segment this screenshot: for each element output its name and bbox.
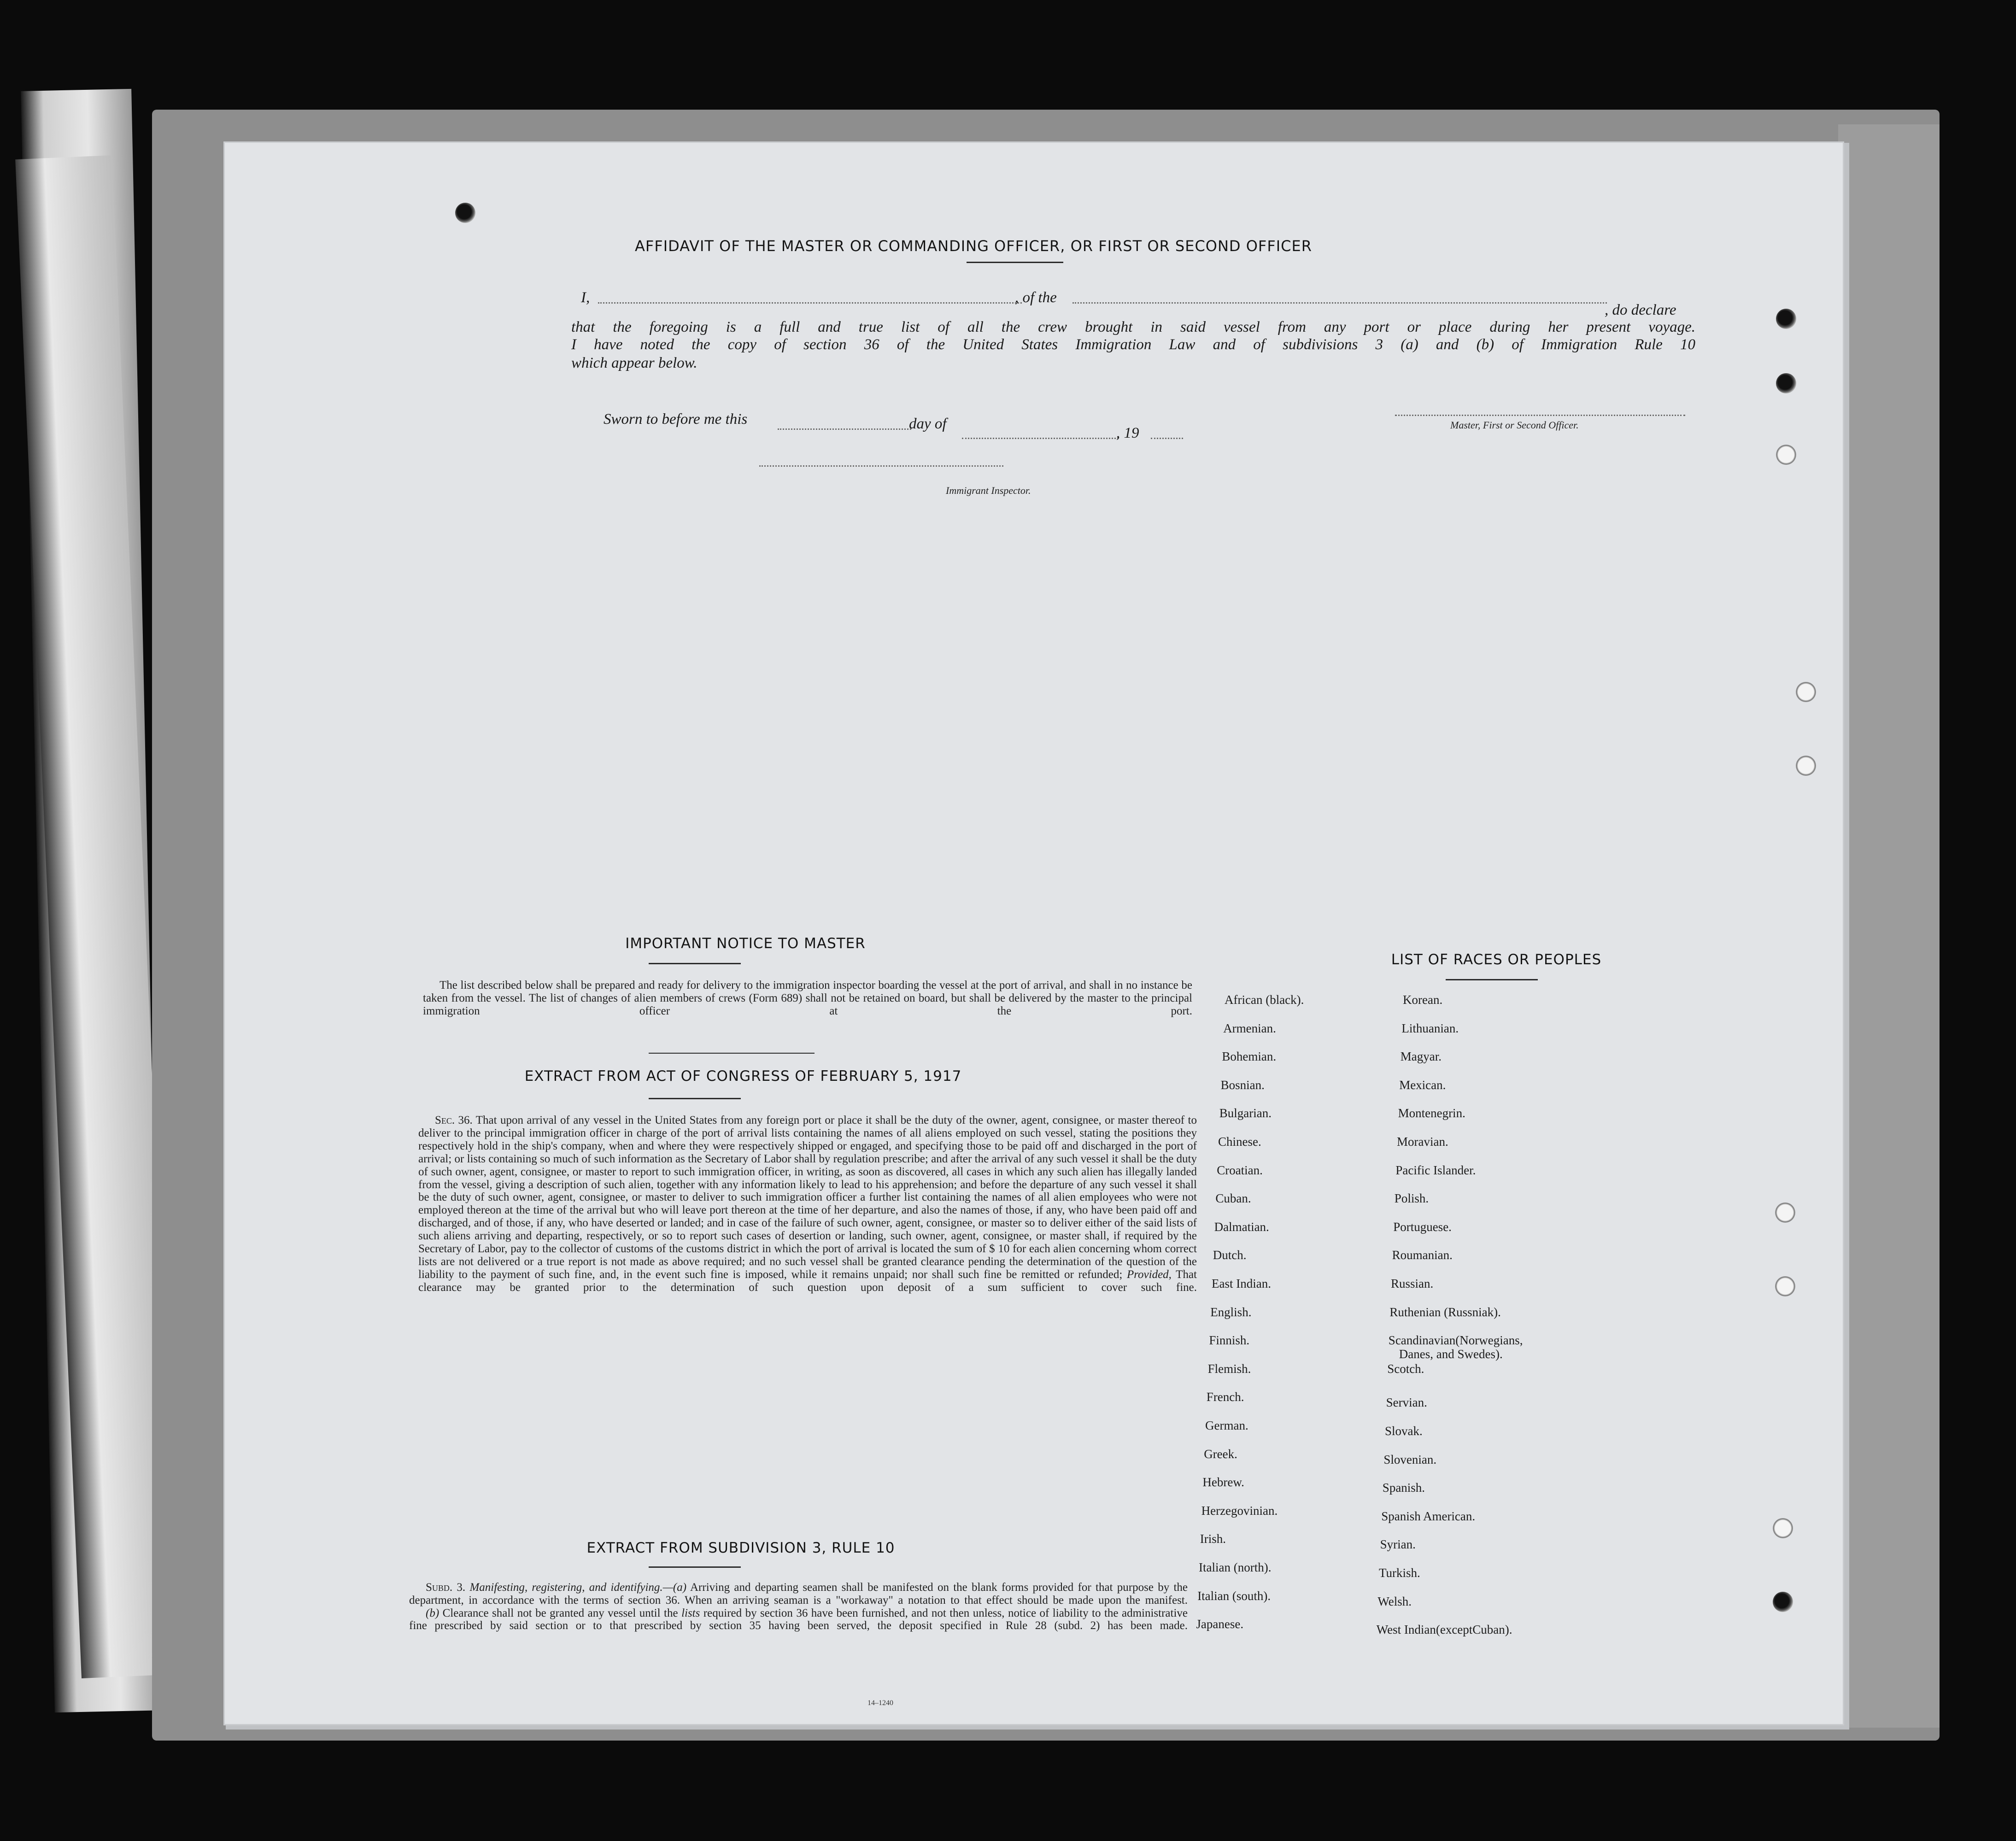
act-body-text: That upon arrival of any vessel in the United States from any foreign port or place it shall be the duty of the owner, agent, consignee, or master thereof to deliver to the principal immigration officer in charge of the port of arrival lists containing the names of all aliens employed on such vessel, stating the positions they respectively hold in the ship's company, when and where they were respectively shipped or engaged, and specifying those to be paid off and discharged in the port of arrival; or lists containing so much of such information as the Secretary of Labor shall by regulation prescribe; and after the arrival of any such vessel it shall be the duty of such owner, agent, consignee, or master to report to such immigration officer, in writing, as soon as discovered, all cases in which any such alien has illegally landed from the vessel, giving a description of such alien, together with any information likely to lead to his apprehension; and before the departure of any such vessel it shall be the duty of such owner, agent, consignee, or master to deliver to such immigration officer a further list containing the names of all alien employees who were not employed thereon at the time of the arrival but who will leave port thereon at the time of her departure, and also the names of those, if any, who have been paid off and discharged, and of those, if any, who have deserted or landed; and in case of the failure of such owner, agent, consignee, or master so to deliver either of the said lists of such aliens arriving and departing, respectively, or so to report such cases of desertion or landing, such owner, agent, consignee, or master shall, if required by the Secretary of Labor, pay to the collector of customs of the customs district in which the port of arrival is located the sum of $ 10 for each alien concerning whom correct lists are not delivered or a true report is not made as above required; and no such vessel shall be granted clearance pending the determination of the question of the liability to the payment of such fine, and, in the event such fine is imposed, while it remains unpaid; nor shall such fine be remitted or refunded;	[418, 1114, 1197, 1281]
race-item: Bosnian.	[1220, 1078, 1265, 1092]
race-item: Flemish.	[1207, 1361, 1251, 1376]
races-rule	[1446, 979, 1538, 980]
race-item: Greek.	[1204, 1447, 1237, 1461]
punch-hole	[1773, 1592, 1793, 1612]
sworn-day-field[interactable]	[778, 428, 911, 430]
race-item: Dalmatian.	[1214, 1220, 1269, 1234]
race-item: Servian.	[1386, 1395, 1427, 1410]
sworn-month-field[interactable]	[962, 438, 1119, 439]
race-item: Syrian.	[1380, 1537, 1416, 1552]
subd-b-lists: lists	[681, 1606, 700, 1619]
punch-hole	[1773, 1518, 1793, 1538]
punch-hole	[1796, 682, 1816, 702]
race-item: Finnish.	[1209, 1333, 1250, 1348]
race-item: Italian (south).	[1197, 1589, 1271, 1603]
race-item: German.	[1205, 1419, 1248, 1432]
race-item: Lithuanian.	[1401, 1021, 1459, 1035]
race-item: Danes, and Swedes).	[1399, 1347, 1503, 1361]
race-item: Portuguese.	[1393, 1220, 1452, 1234]
race-item: Cuban.	[1215, 1191, 1251, 1206]
race-item: Chinese.	[1218, 1135, 1261, 1149]
race-item: Spanish.	[1382, 1481, 1425, 1495]
subd-a-label: —(a)	[662, 1581, 687, 1594]
race-item: Polish.	[1394, 1191, 1429, 1206]
subd-b-body-1: Clearance shall not be granted any vessel until the	[442, 1606, 678, 1619]
act-sec-label: Sec. 36.	[435, 1114, 473, 1126]
race-item: French.	[1206, 1390, 1244, 1404]
race-item: Japanese.	[1196, 1617, 1244, 1631]
subd-a-body: Arriving and departing seamen shall be manifested on the blank forms provided for that purpose by the department, in accordance with the terms of section 36. When an arriving seaman is a "workaway" a notation to that effect should be made upon the manifest.	[409, 1581, 1188, 1606]
binder-edge	[1838, 124, 1940, 1728]
race-item: African (black).	[1225, 993, 1304, 1007]
subd-b-label: (b)	[426, 1606, 440, 1619]
race-item: Armenian.	[1223, 1021, 1276, 1035]
race-item: Mexican.	[1399, 1078, 1446, 1092]
race-item: Hebrew.	[1202, 1475, 1244, 1489]
rule-rule	[649, 1566, 741, 1568]
act-body-end: That clearance may be granted prior to the determination of such question upon deposit of a sum sufficient to cover such fine.	[418, 1268, 1197, 1294]
master-name-field[interactable]	[598, 302, 1022, 304]
day-of-label: day of	[909, 416, 947, 432]
race-item: English.	[1210, 1305, 1252, 1319]
race-item: Moravian.	[1397, 1135, 1448, 1149]
race-item: Magyar.	[1400, 1049, 1442, 1064]
race-item: Slovak.	[1385, 1424, 1423, 1438]
race-item: Slovenian.	[1383, 1452, 1437, 1466]
act-extract-body	[418, 1114, 1197, 1294]
race-item: Ruthenian (Russniak).	[1389, 1305, 1501, 1319]
race-item: Spanish American.	[1381, 1509, 1476, 1523]
sworn-label: Sworn to before me this	[604, 411, 748, 428]
affidavit-line-3: I have noted the copy of section 36 of the United States Immigration Law and of subdivisions 3 (a) and (b) of Immigration Rule 10	[571, 336, 1695, 353]
year-label: , 19	[1116, 425, 1139, 441]
inspector-label: Immigrant Inspector.	[946, 485, 1031, 496]
inspector-signature-field[interactable]	[759, 465, 1003, 467]
sworn-year-field[interactable]	[1151, 438, 1183, 439]
subd-label: Subd. 3.	[426, 1581, 466, 1594]
subd-b-body-2: required by section 36 have been furnished, and not then unless, notice of liability to the administrative fine prescribed by said section or to that prescribed by section 35 having been served, the deposit specified in Rule 28 (subd. 2) has been made.	[409, 1606, 1188, 1632]
punch-hole	[1776, 309, 1796, 329]
race-item: East Indian.	[1212, 1277, 1271, 1290]
act-rule	[649, 1098, 741, 1099]
rule-extract-heading: EXTRACT FROM SUBDIVISION 3, RULE 10	[586, 1540, 895, 1556]
notice-rule-2	[649, 1053, 815, 1054]
notice-rule	[649, 963, 741, 964]
form-number: 14–1240	[867, 1699, 893, 1707]
punch-hole	[1775, 1276, 1795, 1296]
subd-title: Manifesting, registering, and identifying.	[469, 1581, 663, 1594]
punch-hole	[1796, 756, 1816, 776]
affidavit-line-4: which appear below.	[571, 355, 697, 371]
race-item: Italian (north).	[1199, 1560, 1272, 1574]
race-item: Scotch.	[1387, 1361, 1424, 1376]
rule-extract-body	[409, 1581, 1188, 1632]
punch-hole	[1775, 1202, 1795, 1223]
race-item: Roumanian.	[1392, 1248, 1453, 1262]
affidavit-of-the-label: , of the	[1015, 289, 1057, 306]
race-item: Bulgarian.	[1219, 1106, 1272, 1120]
race-item: Croatian.	[1217, 1163, 1263, 1177]
affidavit-do-declare-label: , do declare	[1605, 302, 1676, 318]
vessel-name-field[interactable]	[1072, 302, 1607, 304]
race-item: Pacific Islander.	[1395, 1163, 1476, 1177]
act-provided-label: Provided,	[1126, 1268, 1172, 1281]
punch-hole	[1776, 373, 1796, 393]
document-sheet	[225, 143, 1843, 1724]
race-item: Montenegrin.	[1398, 1106, 1465, 1120]
race-item: Irish.	[1200, 1532, 1226, 1546]
race-item: West Indian(exceptCuban).	[1376, 1623, 1512, 1637]
notice-heading: IMPORTANT NOTICE TO MASTER	[625, 935, 866, 952]
punch-hole	[455, 203, 475, 223]
race-item: Welsh.	[1377, 1594, 1412, 1608]
race-item: Korean.	[1403, 993, 1443, 1007]
title-rule	[967, 262, 1063, 263]
affidavit-line-2: that the foregoing is a full and true list of all the crew brought in said vessel from any port or place during her present voyage.	[571, 319, 1695, 335]
master-signature-field[interactable]	[1395, 415, 1685, 416]
race-item: Bohemian.	[1222, 1049, 1277, 1064]
race-item: Turkish.	[1379, 1566, 1420, 1580]
races-heading: LIST OF RACES OR PEOPLES	[1391, 951, 1602, 968]
act-extract-heading: EXTRACT FROM ACT OF CONGRESS OF FEBRUARY 5, 1917	[524, 1068, 962, 1085]
punch-hole	[1776, 445, 1796, 465]
race-item: Dutch.	[1213, 1248, 1247, 1262]
race-item: Russian.	[1391, 1277, 1434, 1290]
affidavit-i-label: I,	[581, 289, 590, 306]
master-signature-label: Master, First or Second Officer.	[1450, 419, 1579, 431]
affidavit-title: AFFIDAVIT OF THE MASTER OR COMMANDING OFFICER, OR FIRST OR SECOND OFFICER	[635, 237, 1312, 255]
race-item: Scandinavian(Norwegians,	[1388, 1333, 1523, 1348]
notice-body: The list described below shall be prepared and ready for delivery to the immigration inspector boarding the vessel at the port of arrival, and shall in no instance be taken from the vessel. The list of changes of alien members of crews (Form 689) shall not be retained on board, but shall be delivered by the master to the principal immigration officer at the port.	[423, 979, 1192, 1017]
race-item: Herzegovinian.	[1201, 1503, 1278, 1518]
